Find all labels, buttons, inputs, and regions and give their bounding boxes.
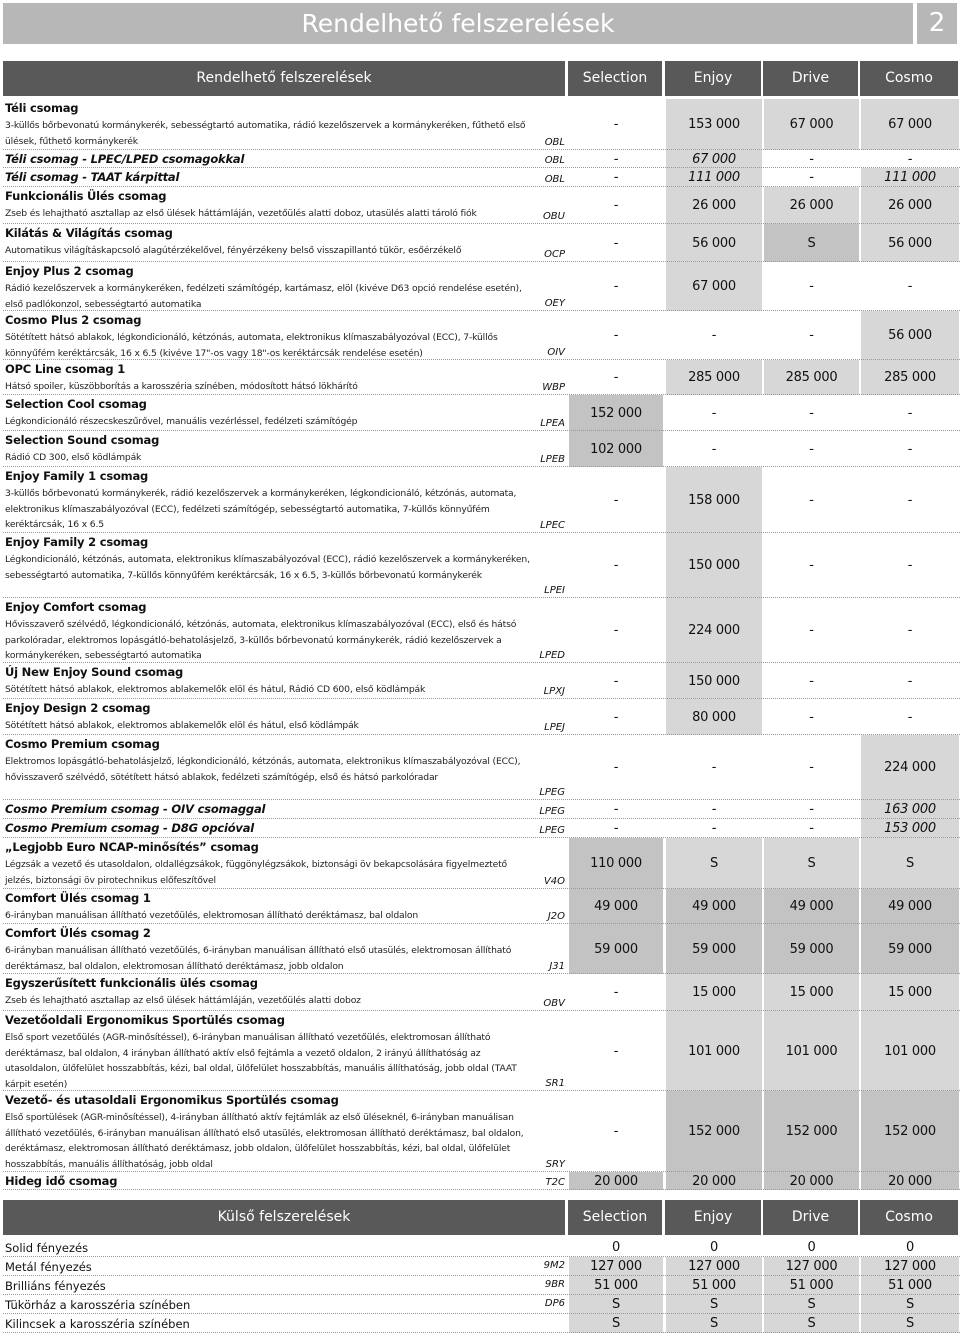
price-cell-enjoy: 158 000 bbox=[665, 467, 763, 533]
price-cell-selection: - bbox=[613, 370, 619, 385]
row-description bbox=[3, 1091, 569, 1172]
option-code: OEY bbox=[544, 298, 565, 309]
exterior-item-name: Tükörház a karosszéria színében bbox=[5, 1297, 191, 1312]
price-cell-enjoy: 26 000 bbox=[665, 187, 763, 224]
package-name: Enjoy Design 2 csomag bbox=[5, 701, 151, 715]
price-cell-selection: - bbox=[613, 623, 619, 638]
price-cell-enjoy: 67 000 bbox=[665, 262, 763, 311]
price-cell-cosmo: 67 000 bbox=[860, 99, 960, 150]
price-cell-drive: S bbox=[763, 838, 860, 889]
package-description: 3-küllős bőrbevonatú kormánykerék, rádió kezelőszervek a kormánykeréken, légkondicionáló, kétzónás, automata, elektronikus klímaszabályozóval (ECC), fedélzeti számítógép, sebességtartó automatika, 7-küllős könnyűfém keréktárcsák, 16 x 6.5 bbox=[5, 488, 517, 530]
price-cell-cosmo: - bbox=[907, 558, 913, 573]
price-cell-drive: S bbox=[763, 224, 860, 262]
option-code: LPEB bbox=[540, 454, 565, 465]
row-description bbox=[3, 360, 569, 395]
column-header-selection: Selection bbox=[568, 1200, 662, 1235]
table-row bbox=[3, 663, 960, 699]
table-row bbox=[3, 1172, 960, 1190]
price-cell-selection: S bbox=[568, 1295, 664, 1314]
package-description: Sötétített hátsó ablakok, légkondicionáló, kétzónás, automata, elektronikus klímaszabályozóval (ECC), 7-küllős könnyűfém keréktárcsák, 16 x 6.5 (kivéve 17"-os vagy 18"-os keréktárcsák rendelése esetén) bbox=[5, 332, 498, 359]
price-cell-enjoy: - bbox=[711, 441, 717, 457]
table-row bbox=[3, 431, 960, 467]
option-code: OBL bbox=[544, 155, 565, 166]
price-cell-selection: - bbox=[613, 198, 619, 213]
package-name: „Legjobb Euro NCAP-minősítés” csomag bbox=[5, 840, 259, 854]
price-cell-enjoy: 80 000 bbox=[665, 699, 763, 735]
table-row bbox=[3, 1276, 960, 1295]
price-cell-enjoy: 0 bbox=[710, 1240, 718, 1255]
package-name: Enjoy Family 1 csomag bbox=[5, 469, 149, 483]
table-row bbox=[3, 360, 960, 395]
option-code: OBL bbox=[544, 137, 565, 148]
row-description bbox=[3, 431, 569, 467]
price-cell-drive: S bbox=[763, 1295, 860, 1314]
package-name: Hideg idő csomag bbox=[5, 1173, 118, 1188]
package-name: Comfort Ülés csomag 2 bbox=[5, 926, 151, 940]
option-code: WBP bbox=[542, 382, 565, 393]
table-row bbox=[3, 838, 960, 889]
price-cell-cosmo: 56 000 bbox=[860, 311, 960, 360]
option-code: LPEA bbox=[540, 418, 565, 429]
row-description bbox=[3, 800, 569, 819]
row-description bbox=[3, 99, 569, 150]
price-cell-cosmo: 15 000 bbox=[860, 974, 960, 1011]
price-cell-cosmo: 127 000 bbox=[860, 1257, 960, 1276]
price-cell-drive: - bbox=[809, 441, 814, 457]
price-cell-cosmo: 101 000 bbox=[860, 1011, 960, 1091]
row-separator bbox=[3, 1332, 960, 1333]
option-code: OIV bbox=[547, 347, 565, 358]
price-cell-selection: - bbox=[613, 760, 619, 775]
price-cell-enjoy: 153 000 bbox=[665, 99, 763, 150]
price-cell-cosmo: 59 000 bbox=[860, 924, 960, 974]
package-description: Sötétített hátsó ablakok, elektromos ablakemelők elöl és hátul, Rádió CD 600, első ködlámpák bbox=[5, 684, 426, 695]
price-cell-drive: - bbox=[809, 405, 814, 421]
package-description: Légkondicionáló, kétzónás, automata, elektronikus klímaszabályozóval (ECC), rádió kezelőszervek a kormánykeréken, sebességtartó automatika, 7-küllős könnyűfém keréktárcsák, 16 x 6.5, 3-küllős bőrbevonatú kormánykerék bbox=[5, 554, 530, 581]
option-code: LPEG bbox=[539, 787, 565, 798]
price-cell-selection: - bbox=[613, 821, 619, 836]
package-description: 3-küllős bőrbevonatú kormánykerék, sebességtartó automatika, rádió kezelőszervek a kormánykeréken, fűthető első ülések, fűthető kormánykerék bbox=[5, 120, 526, 147]
price-cell-drive: - bbox=[809, 151, 814, 167]
price-cell-enjoy: 127 000 bbox=[665, 1257, 763, 1276]
price-cell-enjoy: - bbox=[711, 405, 717, 421]
table-row bbox=[3, 1257, 960, 1276]
column-header-cosmo: Cosmo bbox=[860, 61, 958, 96]
price-cell-selection: 59 000 bbox=[568, 924, 664, 974]
price-cell-selection: 0 bbox=[612, 1240, 620, 1255]
price-cell-cosmo: 163 000 bbox=[860, 800, 960, 819]
price-cell-enjoy: S bbox=[665, 838, 763, 889]
price-cell-cosmo: 49 000 bbox=[860, 889, 960, 924]
package-name: Enjoy Family 2 csomag bbox=[5, 535, 149, 549]
exterior-item-name: Kilincsek a karosszéria színében bbox=[5, 1316, 190, 1331]
price-cell-selection: - bbox=[613, 279, 619, 294]
package-name: Új New Enjoy Sound csomag bbox=[5, 665, 184, 679]
price-cell-enjoy: 285 000 bbox=[665, 360, 763, 395]
row-description bbox=[3, 838, 569, 889]
option-code: LPED bbox=[539, 650, 565, 661]
price-cell-selection: - bbox=[613, 802, 619, 817]
row-description bbox=[3, 819, 569, 838]
price-cell-drive: 51 000 bbox=[763, 1276, 860, 1295]
price-cell-cosmo: - bbox=[907, 492, 913, 508]
table-row bbox=[3, 1314, 960, 1333]
price-cell-selection: 102 000 bbox=[568, 431, 664, 467]
price-cell-drive: - bbox=[809, 709, 814, 725]
price-cell-drive: 49 000 bbox=[763, 889, 860, 924]
package-name: Téli csomag bbox=[5, 101, 79, 115]
package-name: Selection Cool csomag bbox=[5, 397, 147, 411]
package-name: Kilátás & Világítás csomag bbox=[5, 226, 173, 240]
price-cell-enjoy: 150 000 bbox=[665, 663, 763, 699]
option-code: J2O bbox=[547, 911, 565, 922]
price-cell-cosmo: 0 bbox=[906, 1240, 914, 1255]
table-row bbox=[3, 974, 960, 1011]
price-cell-cosmo: S bbox=[860, 1295, 960, 1314]
price-cell-cosmo: - bbox=[907, 405, 913, 421]
row-description bbox=[3, 168, 569, 187]
table-row bbox=[3, 262, 960, 311]
price-cell-selection: - bbox=[613, 558, 619, 573]
price-cell-cosmo: 20 000 bbox=[860, 1172, 960, 1190]
package-description: Zseb és lehajtható asztallap az első ülések háttámláján, vezetőülés alatti doboz bbox=[5, 995, 361, 1006]
price-cell-enjoy: 67 000 bbox=[665, 150, 763, 168]
row-separator bbox=[3, 1189, 960, 1190]
price-cell-drive: 285 000 bbox=[763, 360, 860, 395]
price-cell-drive: 15 000 bbox=[763, 974, 860, 1011]
option-code: V4O bbox=[543, 876, 565, 887]
option-code: DP6 bbox=[544, 1298, 565, 1309]
option-code: LPEG bbox=[539, 825, 565, 836]
price-cell-selection: - bbox=[613, 492, 619, 508]
package-name: Selection Sound csomag bbox=[5, 433, 160, 447]
row-description bbox=[3, 598, 569, 663]
price-cell-enjoy: 15 000 bbox=[665, 974, 763, 1011]
table-row bbox=[3, 800, 960, 819]
table-row bbox=[3, 819, 960, 838]
row-description bbox=[3, 924, 569, 974]
option-code: OBV bbox=[543, 998, 565, 1009]
price-cell-selection: - bbox=[613, 1043, 619, 1059]
price-cell-selection: 51 000 bbox=[568, 1276, 664, 1295]
option-code: LPEC bbox=[540, 520, 565, 531]
price-cell-drive: 26 000 bbox=[763, 187, 860, 224]
price-cell-enjoy: 51 000 bbox=[665, 1276, 763, 1295]
price-cell-enjoy: 49 000 bbox=[665, 889, 763, 924]
package-name: Téli csomag - TAAT kárpittal bbox=[5, 170, 180, 184]
price-cell-enjoy: - bbox=[711, 802, 717, 817]
price-cell-selection: 110 000 bbox=[568, 838, 664, 889]
price-cell-drive: 101 000 bbox=[763, 1011, 860, 1091]
column-header-selection: Selection bbox=[568, 61, 662, 96]
package-name: Egyszerűsített funkcionális ülés csomag bbox=[5, 976, 258, 990]
price-cell-cosmo: 153 000 bbox=[860, 819, 960, 838]
table-row bbox=[3, 924, 960, 974]
price-cell-selection: - bbox=[613, 117, 619, 132]
package-name: Enjoy Comfort csomag bbox=[5, 600, 147, 614]
price-cell-cosmo: 111 000 bbox=[860, 168, 960, 187]
price-cell-enjoy: S bbox=[665, 1314, 763, 1333]
price-cell-cosmo: - bbox=[907, 623, 913, 638]
row-description bbox=[3, 1172, 569, 1190]
price-cell-enjoy: - bbox=[711, 760, 717, 775]
option-code: OBU bbox=[542, 211, 565, 222]
page-number: 2 bbox=[917, 3, 957, 44]
exterior-item-name: Solid fényezés bbox=[5, 1240, 89, 1255]
table-row bbox=[3, 699, 960, 735]
price-cell-enjoy: 59 000 bbox=[665, 924, 763, 974]
price-cell-enjoy: 152 000 bbox=[665, 1091, 763, 1172]
exterior-item-name: Brilliáns fényezés bbox=[5, 1278, 106, 1293]
package-description: 6-irányban manuálisan állítható vezetőülés, elektromosan állítható deréktámasz, bal oldalon bbox=[5, 910, 419, 921]
table-header-title: Külső felszerelések bbox=[3, 1200, 565, 1235]
price-cell-cosmo: 51 000 bbox=[860, 1276, 960, 1295]
price-cell-enjoy: 111 000 bbox=[665, 168, 763, 187]
package-description: 6-irányban manuálisan állítható vezetőülés, 6-irányban manuálisan állítható első utasülés, elektromosan állítható deréktámasz, bal oldalon, elektromosan állítható deréktámasz, jobb oldalon bbox=[5, 945, 512, 972]
option-code: T2C bbox=[545, 1177, 565, 1188]
price-cell-drive: - bbox=[809, 802, 814, 817]
price-cell-selection: - bbox=[613, 328, 619, 343]
price-cell-enjoy: 20 000 bbox=[665, 1172, 763, 1190]
option-code: 9BR bbox=[544, 1279, 565, 1290]
package-description: Sötétített hátsó ablakok, elektromos ablakemelők elöl és hátul, első ködlámpák bbox=[5, 720, 359, 731]
price-cell-drive: 67 000 bbox=[763, 99, 860, 150]
package-description: Zseb és lehajtható asztallap az első ülések háttámláján, vezetőülés alatti doboz, utasülés alatti tároló fiók bbox=[5, 208, 477, 219]
option-code: LPEG bbox=[539, 806, 565, 817]
price-cell-cosmo: - bbox=[907, 151, 913, 167]
price-cell-enjoy: - bbox=[711, 328, 717, 343]
price-cell-enjoy: 56 000 bbox=[665, 224, 763, 262]
table-row bbox=[3, 735, 960, 800]
price-cell-cosmo: 285 000 bbox=[860, 360, 960, 395]
row-description bbox=[3, 311, 569, 360]
package-description: Első sport vezetőülés (AGR-minősítéssel), 6-irányban manuálisan állítható vezetőülés, elektromosan állítható deréktámasz, bal oldalon, 4 irányban állítható aktív első fejtámla a vezető oldalon, 2 irányú állíthatóság az utasoldalon, ülőfelület hosszabbítás, kézi, bal oldal, ülőfelület hosszabbítás, manuális állíthatóság, jobb oldal (TAAT kárpit esetén) bbox=[5, 1032, 517, 1090]
exterior-item-name: Metál fényezés bbox=[5, 1259, 92, 1274]
price-cell-selection: S bbox=[568, 1314, 664, 1333]
price-cell-selection: - bbox=[613, 985, 619, 1000]
package-name: Funkcionális Ülés csomag bbox=[5, 189, 167, 203]
column-header-drive: Drive bbox=[763, 61, 858, 96]
package-name: OPC Line csomag 1 bbox=[5, 362, 126, 376]
row-description bbox=[3, 974, 569, 1011]
table-row bbox=[3, 1238, 960, 1257]
option-code: LPEI bbox=[544, 585, 565, 596]
package-name: Cosmo Premium csomag - OIV csomaggal bbox=[5, 802, 266, 816]
table-header-title: Rendelhető felszerelések bbox=[3, 61, 565, 96]
price-cell-drive: 127 000 bbox=[763, 1257, 860, 1276]
price-cell-drive: - bbox=[809, 328, 814, 343]
price-cell-enjoy: 150 000 bbox=[665, 533, 763, 598]
package-description: Elektromos lopásgátló-behatolásjelző, légkondicionáló, kétzónás, automata, elektronikus klímaszabályozóval (ECC), hővisszaverő szélvédő, sötétített hátsó ablakok, fedélzeti számítógép, első és hátsó parkolóradar bbox=[5, 756, 521, 783]
price-cell-selection: - bbox=[613, 1124, 619, 1139]
price-cell-drive: - bbox=[809, 170, 814, 185]
price-cell-enjoy: 224 000 bbox=[665, 598, 763, 663]
package-description: Hátsó spoiler, küszöbborítás a karosszéria színében, módosított hátsó lökhárító bbox=[5, 381, 358, 392]
price-cell-selection: - bbox=[613, 170, 619, 185]
option-code: J31 bbox=[549, 961, 565, 972]
row-description bbox=[3, 467, 569, 533]
table-row bbox=[3, 598, 960, 663]
option-code: 9M2 bbox=[543, 1260, 565, 1271]
table-row bbox=[3, 311, 960, 360]
option-code: LPEJ bbox=[544, 722, 565, 733]
package-description: Rádió kezelőszervek a kormánykeréken, fedélzeti számítógép, kartámasz, elöl (kivéve D63 opció rendelése esetén), első padlókonzol, sebességtartó automatika bbox=[5, 283, 522, 310]
price-cell-drive: 59 000 bbox=[763, 924, 860, 974]
table-row bbox=[3, 533, 960, 598]
price-cell-drive: 0 bbox=[807, 1240, 816, 1255]
option-code: SR1 bbox=[545, 1078, 565, 1089]
price-cell-cosmo: 26 000 bbox=[860, 187, 960, 224]
row-description bbox=[3, 533, 569, 598]
price-cell-selection: - bbox=[613, 235, 619, 251]
package-name: Téli csomag - LPEC/LPED csomagokkal bbox=[5, 151, 245, 166]
column-header-enjoy: Enjoy bbox=[665, 61, 761, 96]
price-cell-selection: 152 000 bbox=[568, 395, 664, 431]
page-title: Rendelhető felszerelések bbox=[301, 9, 615, 38]
package-name: Enjoy Plus 2 csomag bbox=[5, 264, 134, 278]
option-code: OCP bbox=[544, 249, 565, 260]
row-description bbox=[3, 224, 569, 262]
price-cell-drive: S bbox=[763, 1314, 860, 1333]
price-cell-drive: 20 000 bbox=[763, 1172, 860, 1190]
price-cell-enjoy: S bbox=[665, 1295, 763, 1314]
price-cell-cosmo: 56 000 bbox=[860, 224, 960, 262]
price-cell-enjoy: 101 000 bbox=[665, 1011, 763, 1091]
column-header-cosmo: Cosmo bbox=[860, 1200, 958, 1235]
price-cell-drive: - bbox=[809, 821, 814, 836]
price-cell-drive: 152 000 bbox=[763, 1091, 860, 1172]
package-name: Vezető- és utasoldali Ergonomikus Sportülés csomag bbox=[5, 1093, 339, 1107]
package-description: Automatikus világításkapcsoló alagútérzékelővel, fényérzékeny belső visszapillantó tükör, esőérzékelő bbox=[5, 245, 462, 256]
price-cell-cosmo: S bbox=[860, 838, 960, 889]
row-description bbox=[3, 663, 569, 699]
price-cell-drive: - bbox=[809, 673, 814, 689]
table-row bbox=[3, 187, 960, 224]
table-row bbox=[3, 1295, 960, 1314]
row-description bbox=[3, 889, 569, 924]
row-description bbox=[3, 395, 569, 431]
price-cell-cosmo: 224 000 bbox=[860, 735, 960, 800]
package-description: Rádió CD 300, első ködlámpák bbox=[5, 452, 142, 463]
price-cell-cosmo: 152 000 bbox=[860, 1091, 960, 1172]
option-code: SRY bbox=[545, 1159, 565, 1170]
package-name: Comfort Ülés csomag 1 bbox=[5, 891, 151, 905]
price-cell-cosmo: - bbox=[907, 279, 913, 294]
table-row bbox=[3, 395, 960, 431]
package-description: Hővisszaverő szélvédő, légkondicionáló, kétzónás, automata, elektronikus klímaszabályozóval (ECC), első és hátsó parkolóradar, elektromos lopásgátló-behatolásjelző, 3-küllős bőrbevonatú kormánykerék, rádió kezelőszervek a kormánykeréken, sebességtartó automatika bbox=[5, 619, 517, 661]
package-description: Légzsák a vezető és utasoldalon, oldallégzsákok, függönylégzsákok, biztonsági öv bekapcsolására figyelmeztető jelzés, biztonsági öv pirotechnikus előfeszítővel bbox=[5, 859, 508, 886]
price-cell-selection: - bbox=[613, 709, 619, 725]
table-row bbox=[3, 224, 960, 262]
price-cell-selection: - bbox=[613, 673, 619, 689]
row-description bbox=[3, 187, 569, 224]
price-cell-selection: - bbox=[613, 151, 619, 167]
package-description: Első sportülések (AGR-minősítéssel), 4-irányban állítható aktív fejtámlák az első üléseknél, 6-irányban manuálisan állítható vezetőülés, 6-irányban manuálisan állítható első utasülés, elektromosan állítható deréktámasz, bal oldalon, deréktámasz, elektromosan állítható deréktámasz, jobb oldalon, ülőfelület hosszabbítás, kézi, bal oldal, ülőfelület hosszabbítás, manuális állíthatóság, jobb oldal bbox=[5, 1112, 524, 1170]
table-row bbox=[3, 467, 960, 533]
price-cell-cosmo: - bbox=[907, 673, 913, 689]
table-row bbox=[3, 99, 960, 150]
price-cell-cosmo: - bbox=[907, 709, 913, 725]
row-description bbox=[3, 1011, 569, 1091]
package-name: Cosmo Premium csomag bbox=[5, 737, 160, 751]
table-row bbox=[3, 889, 960, 924]
page-banner bbox=[3, 3, 913, 44]
table-row bbox=[3, 1091, 960, 1172]
package-description: Légkondicionáló részecskeszűrővel, manuális vezérléssel, fedélzeti számítógép bbox=[5, 416, 358, 427]
price-cell-drive: - bbox=[809, 760, 814, 775]
price-cell-drive: - bbox=[809, 558, 814, 573]
row-description bbox=[3, 699, 569, 735]
price-cell-drive: - bbox=[809, 492, 814, 508]
price-cell-drive: - bbox=[809, 623, 814, 638]
price-cell-selection: 20 000 bbox=[568, 1172, 664, 1190]
package-name: Vezetőoldali Ergonomikus Sportülés csomag bbox=[5, 1013, 285, 1027]
option-code: OBL bbox=[544, 174, 565, 185]
table-row bbox=[3, 168, 960, 187]
row-description bbox=[3, 150, 569, 168]
price-cell-selection: 127 000 bbox=[568, 1257, 664, 1276]
price-cell-cosmo: S bbox=[860, 1314, 960, 1333]
package-name: Cosmo Plus 2 csomag bbox=[5, 313, 142, 327]
row-description bbox=[3, 735, 569, 800]
table-row bbox=[3, 1011, 960, 1091]
price-cell-enjoy: - bbox=[711, 821, 717, 836]
price-cell-cosmo: - bbox=[907, 441, 913, 457]
row-description bbox=[3, 262, 569, 311]
table-row bbox=[3, 150, 960, 168]
price-cell-drive: - bbox=[809, 279, 814, 294]
price-cell-selection: 49 000 bbox=[568, 889, 664, 924]
column-header-drive: Drive bbox=[763, 1200, 858, 1235]
package-name: Cosmo Premium csomag - D8G opcióval bbox=[5, 821, 255, 835]
option-code: LPXJ bbox=[543, 686, 565, 697]
column-header-enjoy: Enjoy bbox=[665, 1200, 761, 1235]
